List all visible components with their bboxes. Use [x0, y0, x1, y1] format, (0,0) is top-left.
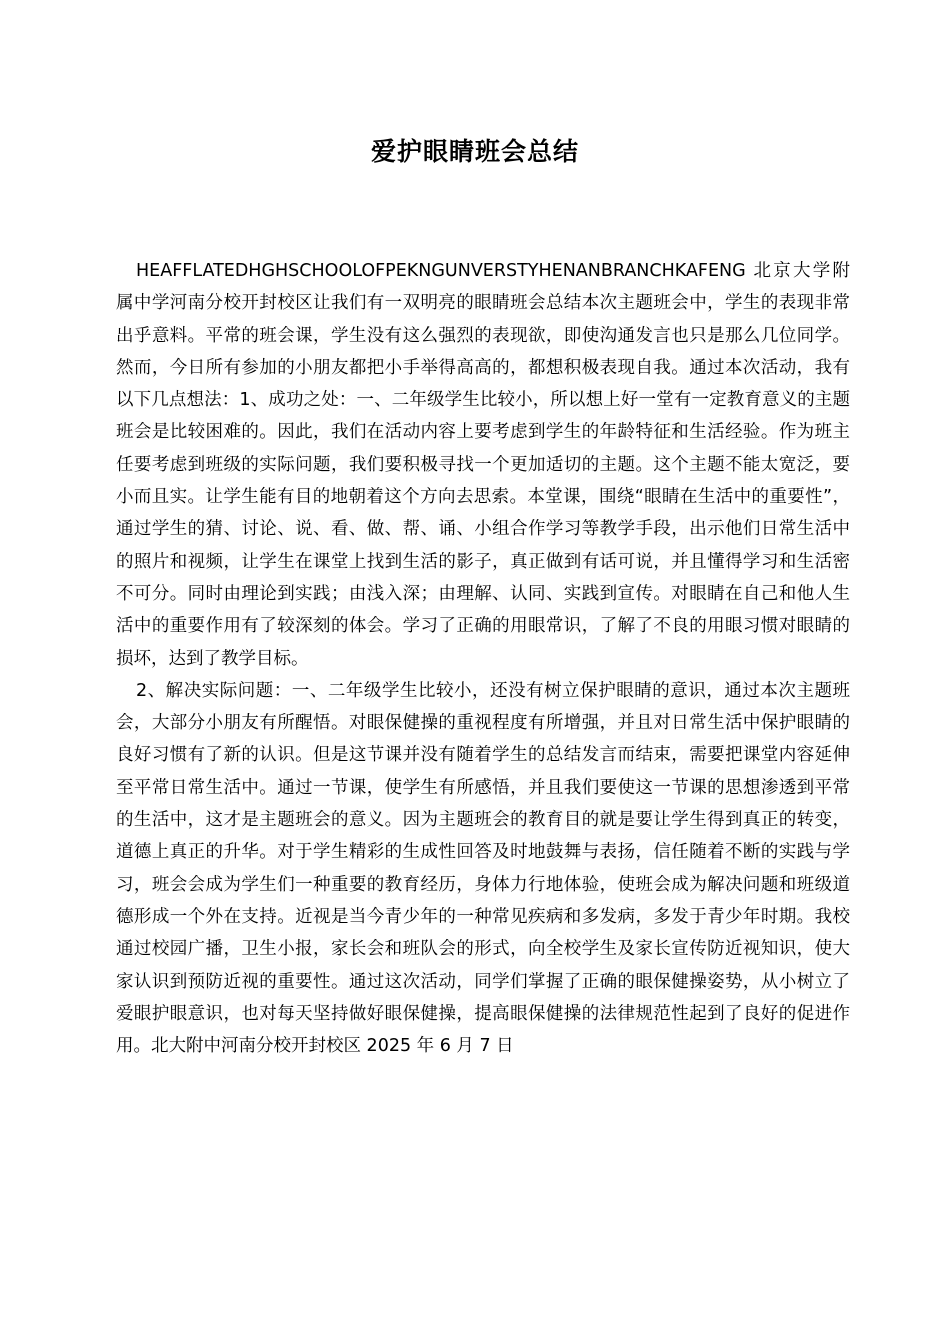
paragraph-2: 2、解决实际问题：一、二年级学生比较小，还没有树立保护眼睛的意识，通过本次主题班会，大部分小朋友有所醒悟。对眼保健操的重视程度有所增强，并且对日常生活中保护眼睛的良好习惯有了新的认识。但是这节课并没有随着学生的总结发言而结束，需要把课堂内容延伸至平常日常生活中。通过一节课，使学生有所感悟，并且我们要使这一节课的思想渗透到平常的生活中，这才是主题班会的意义。因为主题班会的教育目的就是要让学生得到真正的转变，道德上真正的升华。对于学生精彩的生成性回答及时地鼓舞与表扬，信任随着不断的实践与学习，班会会成为学生们一种重要的教育经历，身体力行地体验，使班会成为解决问题和班级道德形成一个外在支持。近视是当今青少年的一种常见疾病和多发病，多发于青少年时期。我校通过校园广播，卫生小报，家长会和班队会的形式，向全校学生及家长宣传防近视知识，使大家认识到预防近视的重要性。通过这次活动，同学们掌握了正确的眼保健操姿势，从小树立了爱眼护眼意识，也对每天坚持做好眼保健操，提高眼保健操的法律规范性起到了良好的促进作用。北大附中河南分校开封校区 2025 年 6 月 7 日 — [116, 680, 850, 1057]
document-body — [116, 255, 850, 1062]
paragraph-1: HEAFFLATEDHGHSCHOOLOFPEKNGUNVERSTYHENANBRANCHKAFENG 北京大学附属中学河南分校开封校区让我们有一双明亮的眼睛班会总结本次主题班会中，学生的表现非常出乎意料。平常的班会课，学生没有这么强烈的表现欲，即使沟通发言也只是那么几位同学。然而，今日所有参加的小朋友都把小手举得高高的，都想积极表现自我。通过本次活动，我有以下几点想法：1、成功之处：一、二年级学生比较小，所以想上好一堂有一定教育意义的主题班会是比较困难的。因此，我们在活动内容上要考虑到学生的年龄特征和生活经验。作为班主任要考虑到班级的实际问题，我们要积极寻找一个更加适切的主题。这个主题不能太宽泛，要小而且实。让学生能有目的地朝着这个方向去思索。本堂课，围绕“眼睛在生活中的重要性”，通过学生的猜、讨论、说、看、做、帮、诵、小组合作学习等教学手段，出示他们日常生活中的照片和视频，让学生在课堂上找到生活的影子，真正做到有话可说，并且懂得学习和生活密不可分。同时由理论到实践；由浅入深；由理解、认同、实践到宣传。对眼睛在自己和他人生活中的重要作用有了较深刻的体会。学习了正确的用眼常识，了解了不良的用眼习惯对眼睛的损坏，达到了教学目标。 — [116, 261, 850, 669]
document-title: 爱护眼睛班会总结 — [370, 137, 579, 166]
